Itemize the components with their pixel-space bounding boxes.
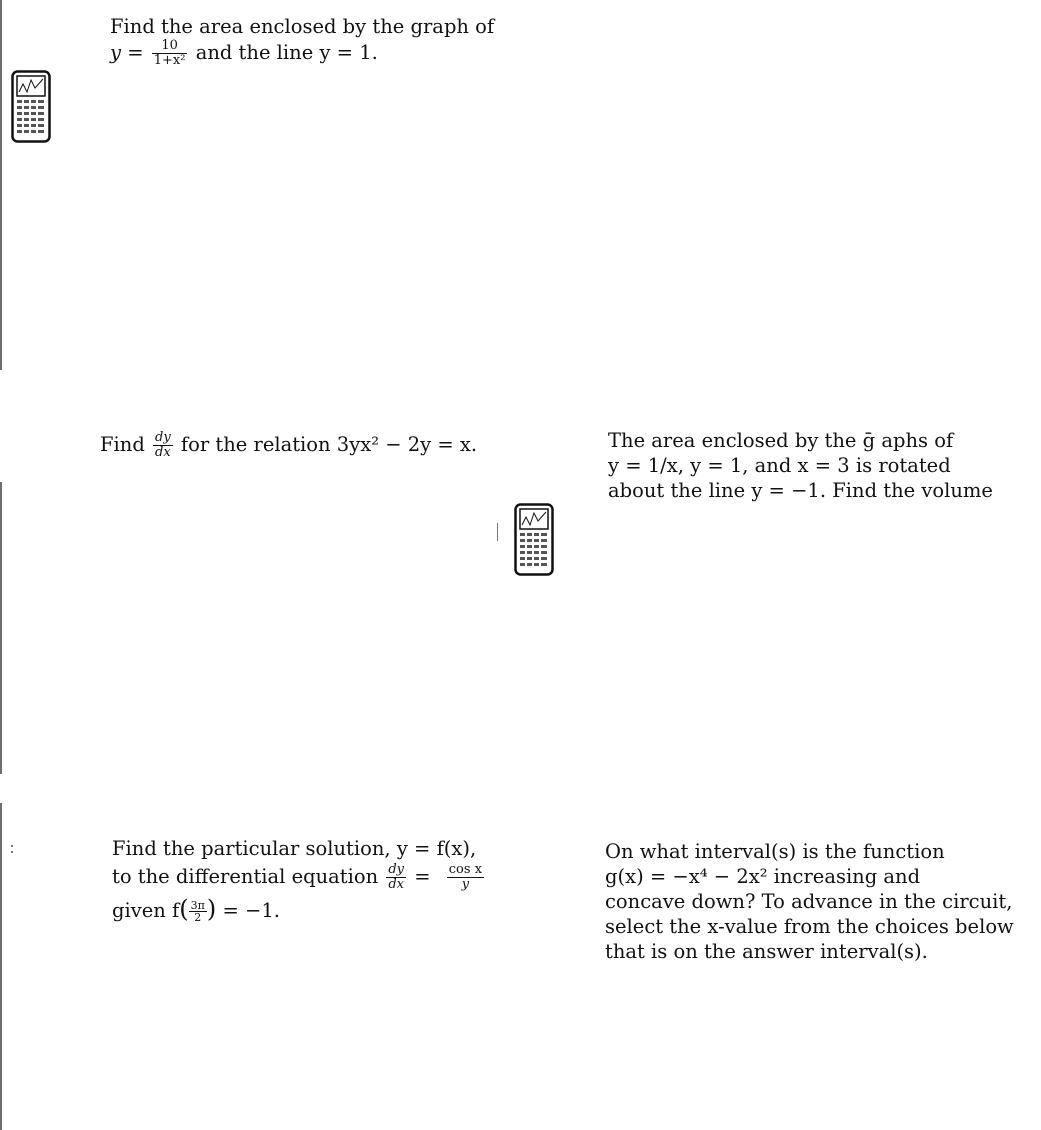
fraction-numerator: 3π (190, 899, 205, 912)
stray-mark (497, 523, 498, 541)
fraction-numerator: cos x (448, 862, 483, 877)
fraction-denominator: dx (388, 877, 405, 892)
problem-2-rest: for the relation 3yx² − 2y = x. (180, 433, 478, 456)
problem-2-fraction (153, 431, 173, 460)
problem-1-line-1: Find the area enclosed by the graph of (110, 15, 495, 38)
fraction-denominator: 2 (194, 911, 202, 924)
problem-5-line-3: concave down? To advance in the circuit, (605, 890, 1013, 913)
margin-rule (0, 0, 2, 370)
problem-3-line-3: about the line y = −1. Find the volume (608, 479, 993, 502)
problem-4 (112, 836, 486, 923)
problem-5-line-5: that is on the answer interval(s). (605, 940, 928, 963)
close-paren: ) (206, 895, 217, 923)
problem-1-line-2 (110, 39, 494, 68)
problem-1-fraction (152, 39, 188, 68)
fraction-numerator: 10 (152, 39, 188, 54)
fraction-denominator: dx (155, 445, 171, 460)
stray-mark (11, 851, 13, 853)
problem-1 (110, 14, 494, 68)
stray-mark (11, 845, 13, 847)
problem-4-fraction-dydx (386, 863, 406, 892)
problem-5 (605, 839, 1014, 964)
problem-4-value: = −1. (222, 899, 280, 922)
fraction-denominator: y (461, 877, 470, 892)
problem-5-line-4: select the x-value from the choices below (605, 915, 1014, 938)
problem-4-line-1: Find the particular solution, y = f(x), (112, 837, 477, 860)
problem-3-line-2: y = 1/x, y = 1, and x = 3 is rotated (608, 454, 951, 477)
margin-rule (0, 803, 2, 1130)
margin-rule (0, 482, 2, 774)
fraction-numerator: dy (388, 862, 405, 877)
problem-4-line-2 (112, 861, 486, 893)
fraction-numerator: dy (155, 430, 171, 445)
problem-4-line-2-text: to the differential equation (112, 865, 379, 888)
fraction-denominator: 1+x² (153, 53, 186, 68)
problem-4-line-3 (112, 897, 486, 923)
problem-4-fraction-rhs (447, 863, 484, 892)
problem-2 (100, 431, 477, 460)
problem-4-fraction-arg (189, 900, 207, 923)
calculator-icon (11, 70, 51, 143)
problem-1-rest: and the line y = 1. (195, 41, 378, 64)
problem-2-find: Find (100, 433, 145, 456)
open-paren: ( (179, 895, 189, 923)
problem-2-line-1 (100, 431, 477, 460)
problem-5-line-2: g(x) = −x⁴ − 2x² increasing and (605, 865, 921, 888)
problem-5-line-1: On what interval(s) is the function (605, 840, 945, 863)
problem-4-given: given f (112, 899, 180, 922)
problem-3-line-1: The area enclosed by the ḡ aphs of (608, 429, 954, 452)
problem-1-lhs: y = (110, 41, 144, 64)
calculator-icon (514, 503, 554, 576)
problem-4-equals: = (414, 865, 431, 888)
problem-3 (608, 428, 993, 503)
